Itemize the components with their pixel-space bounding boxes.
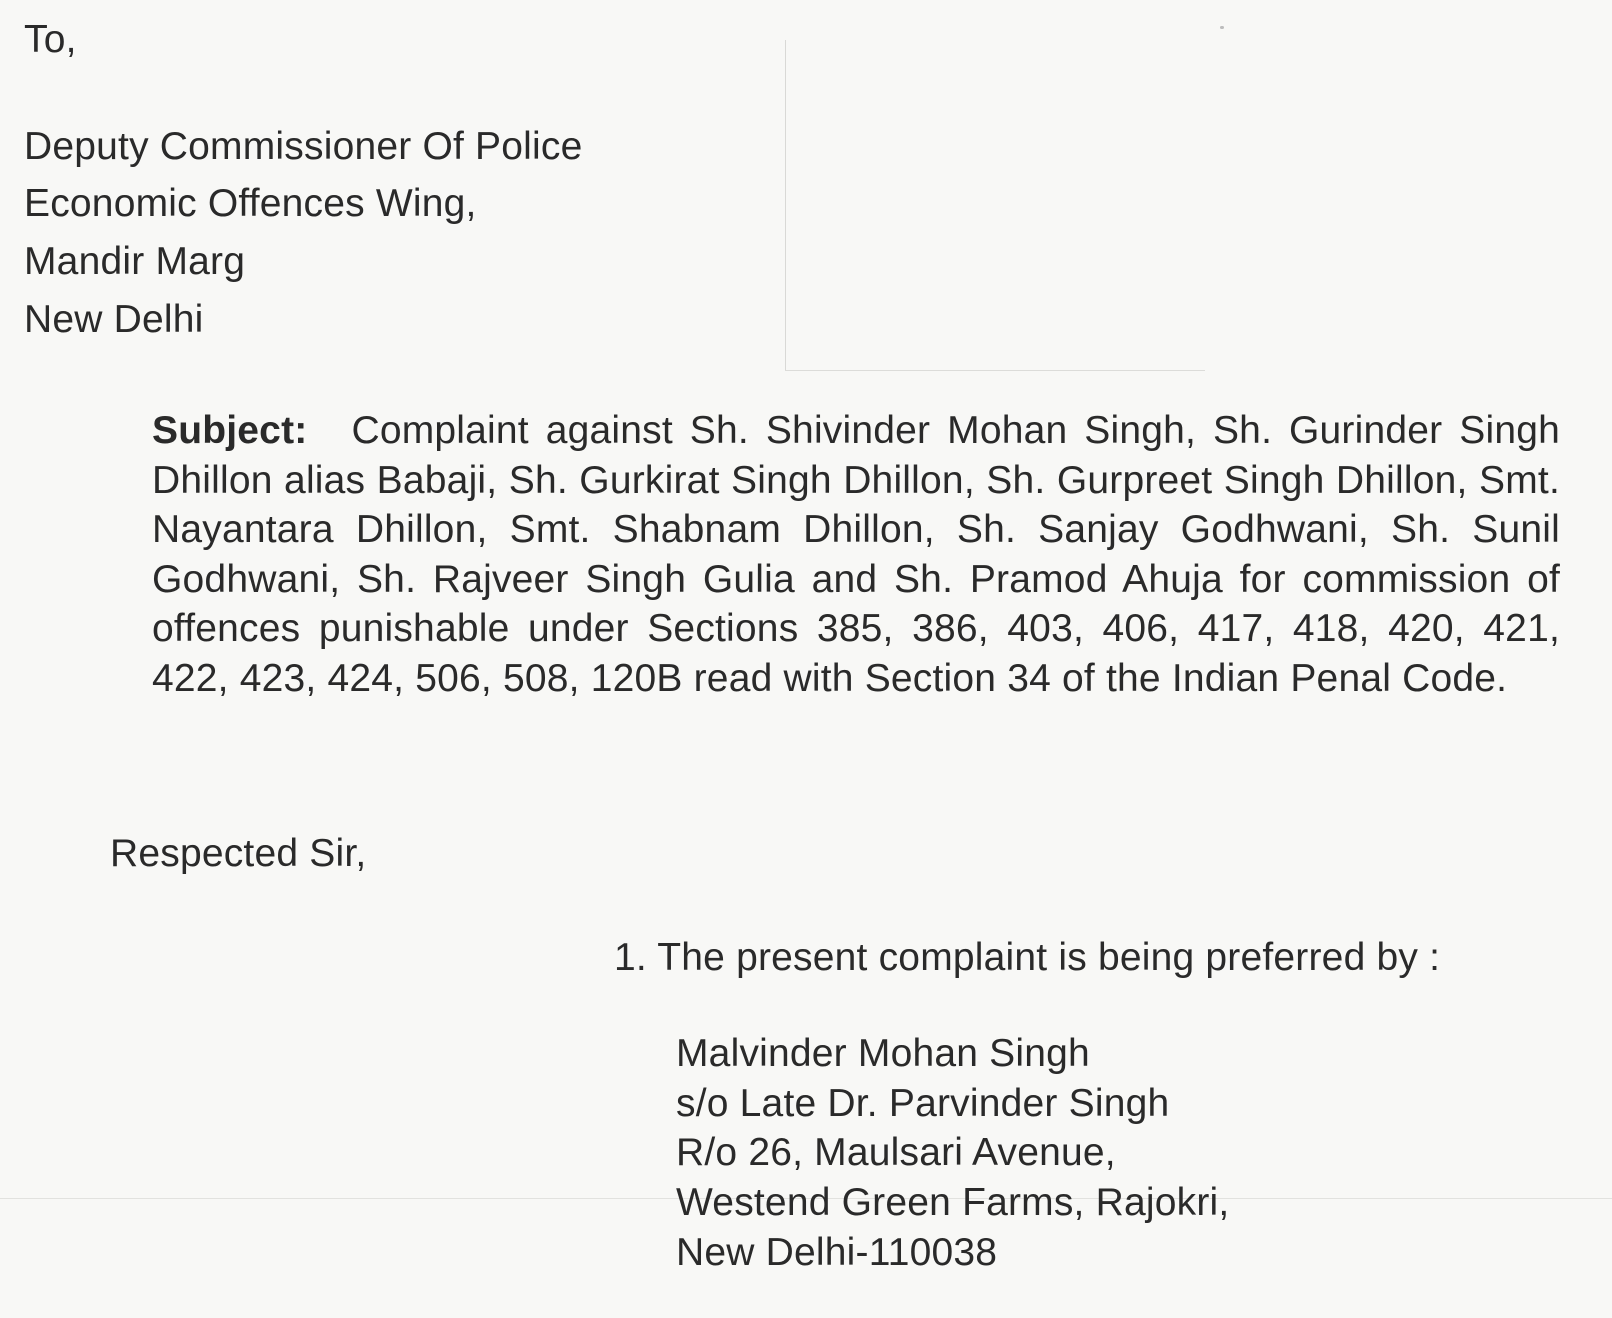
greeting: Respected Sir, bbox=[110, 832, 367, 875]
scan-speck bbox=[1220, 26, 1224, 29]
addressee-line: Mandir Marg bbox=[24, 240, 246, 283]
paragraph-1: 1. The present complaint is being preferred by : bbox=[614, 936, 1441, 979]
subject-label: Subject: bbox=[152, 409, 308, 452]
complainant-line: s/o Late Dr. Parvinder Singh bbox=[676, 1082, 1170, 1125]
scan-artifact-line bbox=[785, 370, 1205, 371]
subject-paragraph bbox=[152, 406, 1560, 703]
to-salutation: To, bbox=[24, 18, 77, 61]
addressee-line: New Delhi bbox=[24, 298, 204, 341]
complainant-line: Westend Green Farms, Rajokri, bbox=[676, 1181, 1230, 1224]
addressee-line: Deputy Commissioner Of Police bbox=[24, 125, 583, 168]
addressee-line: Economic Offences Wing, bbox=[24, 182, 477, 225]
scan-artifact-line bbox=[785, 40, 786, 370]
complainant-line: R/o 26, Maulsari Avenue, bbox=[676, 1131, 1116, 1174]
complainant-line: Malvinder Mohan Singh bbox=[676, 1032, 1090, 1075]
complainant-line: New Delhi-110038 bbox=[676, 1231, 998, 1274]
subject-text: Complaint against Sh. Shivinder Mohan Singh, Sh. Gurinder Singh Dhillon alias Babaji, Sh. Gurkirat Singh Dhillon, Sh. Gurpreet Singh Dhillon, Smt. Nayantara Dhillon, Smt. Shabnam Dhillon, Sh. Sanjay Godhwani, Sh. Sunil Godhwani, Sh. Rajveer Singh Gulia and Sh. Pramod Ahuja for commission of offences punishable under Sections 385, 386, 403, 406, 417, 418, 420, 421, 422, 423, 424, 506, 508, 120B read with Section 34 of the Indian Penal Code. bbox=[152, 409, 1560, 700]
